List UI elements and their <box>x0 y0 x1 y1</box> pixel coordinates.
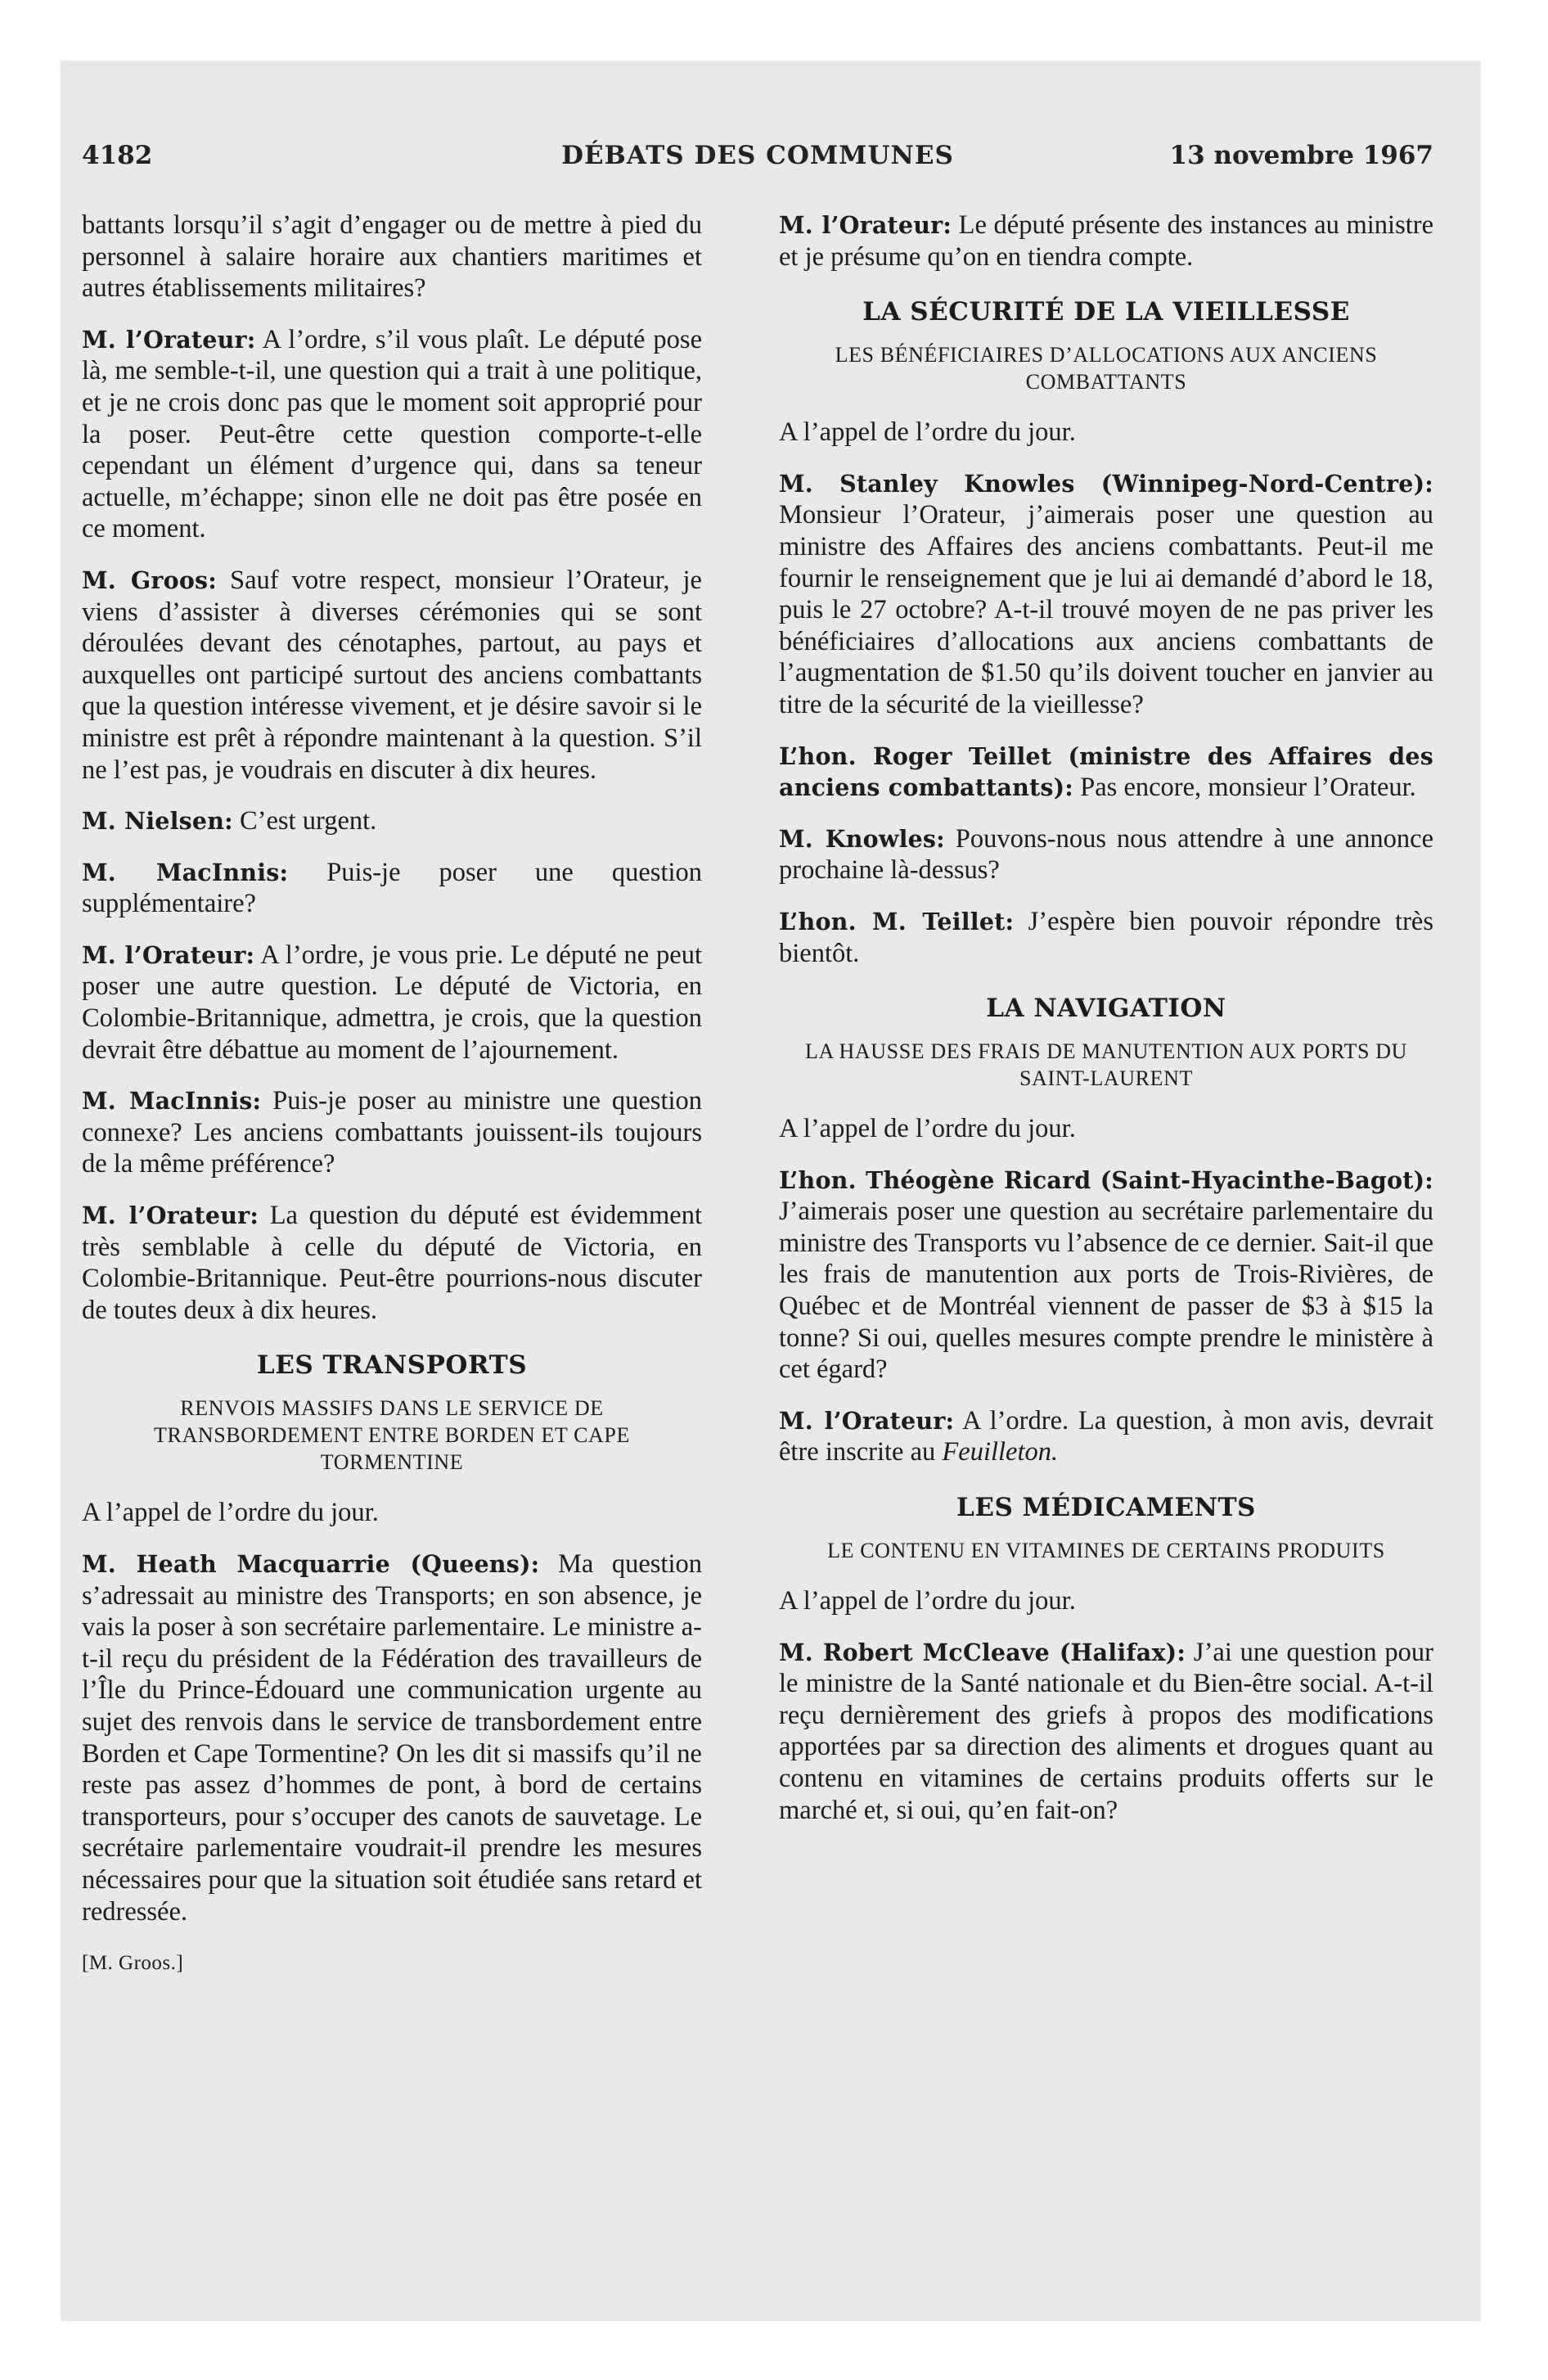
section-title: LA SÉCURITÉ DE LA VIEILLESSE <box>862 297 1350 327</box>
speech: A l’ordre. La question, à mon avis, devrait être inscrite au <box>779 1405 1433 1467</box>
speech: Sauf votre respect, monsieur l’Orateur, je viens d’assister à diverses cérémonies qui se sont déroulées devant des cénotaphes, partout, au pays et auxquelles ont participé surtout des anciens combattants que la question intéresse vivement, et je désire savoir si le ministre est prêt à répondre maintenant à la question. S’il ne l’est pas, je voudrais en discuter à dix heures. <box>82 565 702 785</box>
speech: Puis-je poser au ministre une question connexe? Les anciens combattants jouissent-ils toujours de la même préférence? <box>82 1086 703 1179</box>
paragraph: A l’appel de l’ordre du jour. <box>779 1586 1076 1616</box>
speech: La question du député est évidemment très semblable à celle du député de Victoria, en Colombie-Britannique. Peut-être pourrions-nous discuter de toutes deux à dix heures. <box>82 1201 702 1325</box>
paragraph: A l’appel de l’ordre du jour. <box>779 417 1076 448</box>
section-title: LES MÉDICAMENTS <box>956 1493 1256 1523</box>
speech: Ma question s’adressait au ministre des Transports; en son absence, je vais la poser à son secrétaire parlementaire. Le ministre a-t-il reçu du président de la Fédération des travailleurs de l’Île du Prince-Édouard une communication urgente au sujet des renvois dans le service de transbordement entre Borden et Cape Tormentine? On les dit si massifs qu’il ne reste pas assez d’hommes de pont, à bord de certains transporteurs, pour s’occuper des canots de sauvetage. Le secrétaire parlementaire voudrait-il prendre les mesures nécessaires pour que la situation soit étudiée sans retard et redressée. <box>82 1549 702 1927</box>
speaker: M. Nielsen: <box>82 807 233 836</box>
paragraph <box>779 741 1433 804</box>
speech: A l’ordre, s’il vous plaît. Le député pose là, me semble-t-il, une question qui a trait à une politique, et je ne crois donc pas que le moment soit approprié pour la poser. Peut-être cette question comporte-t-elle cependant un élément d’urgence qui, dans sa teneur actuelle, m’échappe; sinon elle ne doit pas être posée en ce moment. <box>82 324 703 544</box>
speaker: M. l’Orateur: <box>779 1406 955 1435</box>
paragraph: A l’appel de l’ordre du jour. <box>779 1114 1076 1144</box>
paragraph <box>779 1165 1433 1386</box>
speech: J’aimerais poser une question au secrétaire parlementaire du ministre des Transports vu l’absence de ce dernier. Sait-il que les frais de manutention aux ports de Trois-Rivières, de Québec et de Montréal viennent de passer de $3 à $15 la tonne? Si oui, quelles mesures compte prendre le ministère à cet égard? <box>779 1197 1433 1385</box>
section-subtitle: LES BÉNÉFICIAIRES D’ALLOCATIONS AUX ANCIENS COMBATTANTS <box>835 343 1378 394</box>
paragraph <box>82 1548 702 1927</box>
speaker: M. MacInnis: <box>82 858 289 886</box>
section-subtitle: LA HAUSSE DES FRAIS DE MANUTENTION AUX PORTS DU SAINT-LAURENT <box>805 1039 1407 1091</box>
paragraph <box>82 940 702 1066</box>
speaker: M. l’Orateur: <box>82 1201 259 1230</box>
speech: J’espère bien pouvoir répondre très bientôt. <box>779 906 1433 968</box>
speech: C’est urgent. <box>232 806 377 836</box>
paragraph <box>779 906 1433 969</box>
page-footer: [M. Groos.] <box>82 1952 184 1975</box>
speaker: M. l’Orateur: <box>82 940 255 969</box>
speaker: M. Robert McCleave (Halifax): <box>779 1638 1186 1666</box>
speaker: M. l’Orateur: <box>779 211 952 239</box>
paragraph <box>779 1405 1433 1468</box>
speech: Puis-je poser une question supplémentaire? <box>82 857 703 919</box>
left-column <box>82 210 702 1975</box>
speaker: M. Heath Macquarrie (Queens): <box>82 1550 540 1578</box>
paragraph <box>82 565 702 786</box>
paragraph <box>82 805 702 837</box>
speech: A l’ordre, je vous prie. Le député ne peut poser une autre question. Le député de Victoria, en Colombie-Britannique, admettra, je crois, que la question devrait être débattue au moment de l’ajournement. <box>82 940 702 1065</box>
section-title: LES TRANSPORTS <box>256 1350 528 1381</box>
paragraph <box>82 324 702 545</box>
speaker: M. l’Orateur: <box>82 325 256 354</box>
speaker: M. Groos: <box>82 566 218 594</box>
speaker: L’hon. Roger Teillet (ministre des Affaires des anciens combattants): <box>779 741 1433 802</box>
paragraph <box>779 210 1433 273</box>
section-title: LA NAVIGATION <box>986 994 1226 1024</box>
paragraph: A l’appel de l’ordre du jour. <box>82 1498 379 1528</box>
speaker: L’hon. M. Teillet: <box>779 907 1015 935</box>
speaker: M. Stanley Knowles (Winnipeg-Nord-Centre): <box>779 469 1433 498</box>
paragraph <box>82 1200 702 1326</box>
section-subtitle: RENVOIS MASSIFS DANS LE SERVICE DE TRANSBORDEMENT ENTRE BORDEN ET CAPE TORMENTINE <box>154 1396 630 1475</box>
paragraph <box>779 468 1433 721</box>
paragraph: battants lorsqu’il s’agit d’engager ou de mettre à pied du personnel à salaire horaire aux chantiers maritimes et autres établissements militaires? <box>82 210 702 304</box>
page-header <box>82 141 1433 182</box>
header-date: 13 novembre 1967 <box>1169 141 1433 170</box>
speaker: M. Knowles: <box>779 824 945 853</box>
speech: Monsieur l’Orateur, j’aimerais poser une question au ministre des Affaires des anciens combattants. Peut-il me fournir le renseignement que je lui ai demandé d’abord le 18, puis le 27 octobre? A-t-il trouvé moyen de ne pas priver les bénéficiaires d’allocations aux anciens combattants de l’augmentation de $1.50 qu’ils doivent toucher en janvier au titre de la sécurité de la vieillesse? <box>779 500 1433 719</box>
paragraph <box>779 1637 1433 1827</box>
right-column <box>779 210 1433 1846</box>
running-title: DÉBATS DES COMMUNES <box>561 141 954 170</box>
speaker: M. MacInnis: <box>82 1087 262 1116</box>
italic-term: Feuilleton. <box>942 1437 1059 1467</box>
section-subtitle: LE CONTENU EN VITAMINES DE CERTAINS PRODUITS <box>827 1539 1385 1563</box>
paragraph <box>82 857 702 920</box>
paragraph <box>779 823 1433 886</box>
speech: Pas encore, monsieur l’Orateur. <box>1073 773 1416 803</box>
speech: Le député présente des instances au ministre et je présume qu’on en tiendra compte. <box>779 210 1434 272</box>
speech: J’ai une question pour le ministre de la Santé nationale et du Bien-être social. A-t-il reçu dernièrement des griefs à propos des modifications apportées par sa direction des aliments et drogues quant au contenu en vitamines de certains produits offerts sur le marché et, si oui, qu’en fait-on? <box>779 1637 1433 1825</box>
speech: Pouvons-nous nous attendre à une annonce prochaine là-dessus? <box>779 823 1434 886</box>
speaker: L’hon. Théogène Ricard (Saint-Hyacinthe-Bagot): <box>779 1165 1433 1194</box>
page-number: 4182 <box>82 141 153 170</box>
paragraph <box>82 1085 702 1180</box>
